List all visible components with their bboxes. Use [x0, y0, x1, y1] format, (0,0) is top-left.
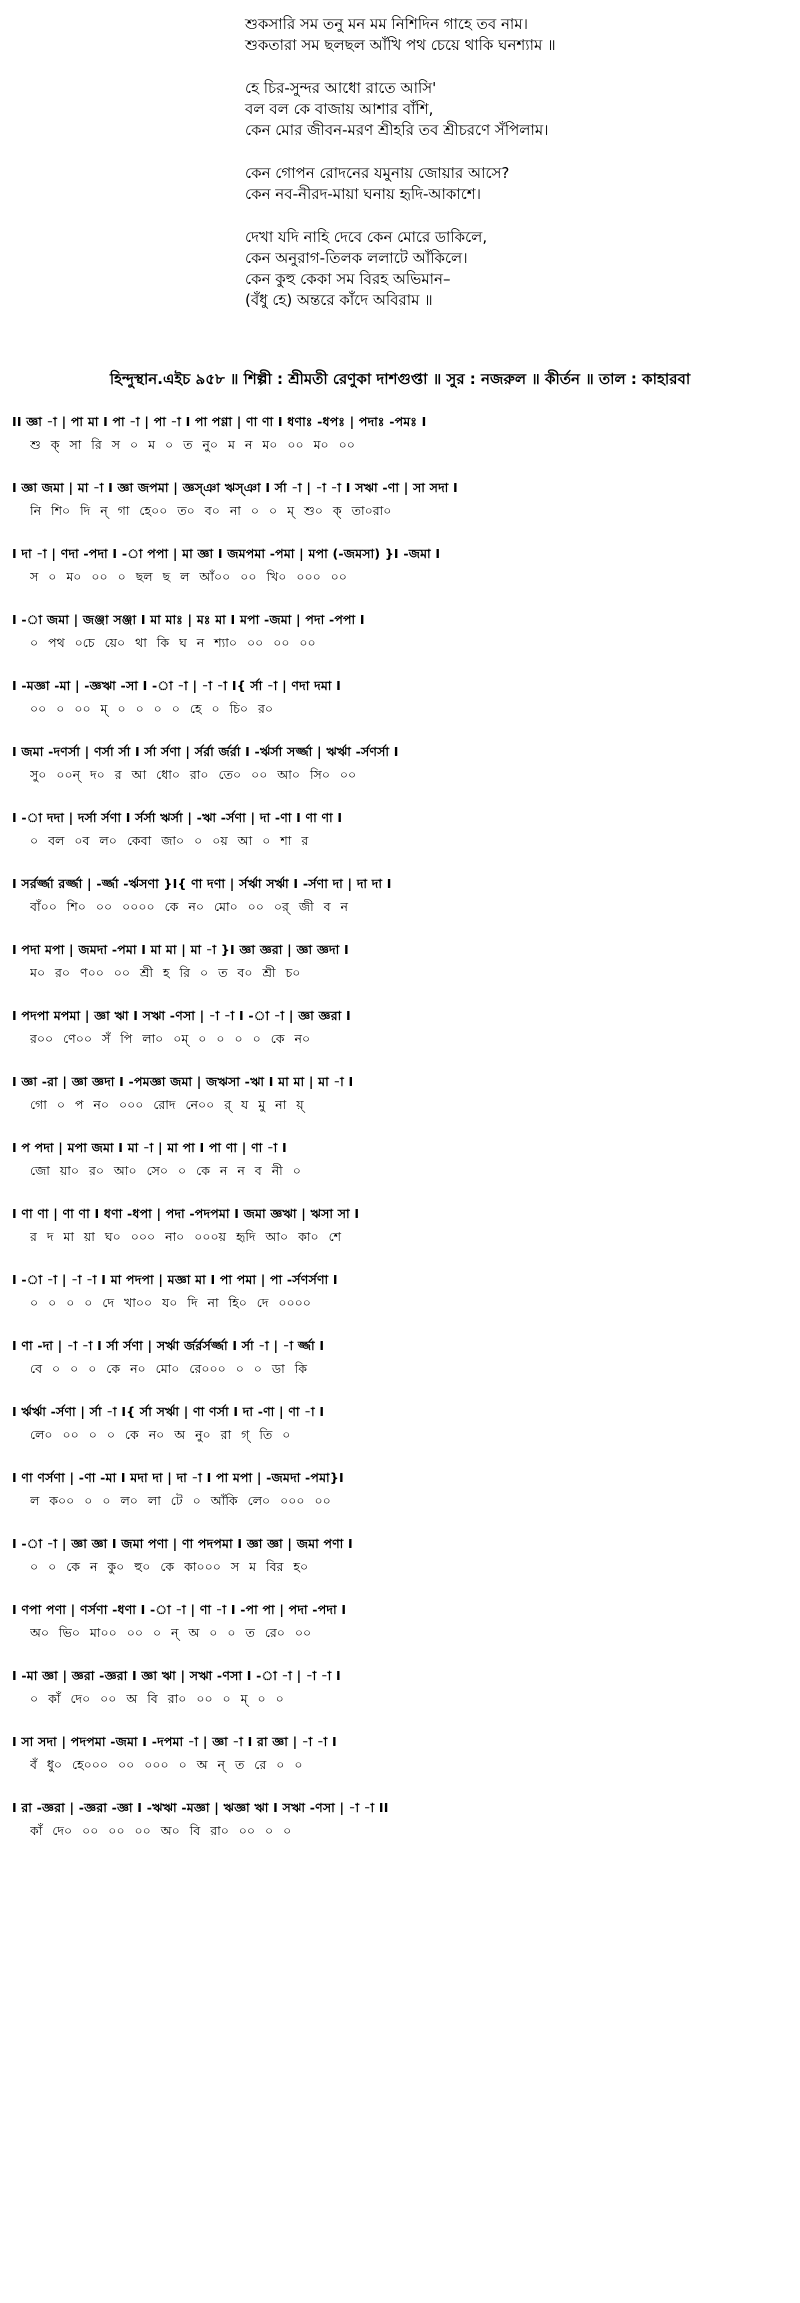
swara-line: I রা -জ্ঞরা | -জ্ঞরা -জ্ঞা I -ঋঋা -মজ্ঞা | ঋজ্ঞা ঋা I সঋা -ণসা | -া -া II	[12, 1800, 389, 1815]
swara-line: I -া -া | জ্ঞা জ্ঞা I জমা পণা | ণা পদপমা I জ্ঞা জ্ঞা | জমা পণা I	[12, 1536, 353, 1551]
syllable-line: জো য়া০ র০ আ০ সে০ ০ কে ন ন ব নী ০	[30, 1163, 301, 1178]
lyric-line: হে চির-সুন্দর আধো রাতে আসি'	[245, 79, 437, 97]
swara-line: II জ্ঞা -া | পা মা I পা -া | পা -া I পা পণ্ণা | ণা ণা I ধণাঃ -ধপঃ | পদাঃ -পমঃ I	[12, 414, 427, 429]
syllable-line: র দ মা য়া ঘ০ ০০০ না০ ০০০য় হৃদি আ০ কা০ শে	[30, 1229, 342, 1244]
lyrics-stanza-1	[245, 14, 785, 56]
swara-line: I ণা ণর্সণা | -ণা -মা I মদা দা | দা -া I পা মপা | -জমদা -পমা}I	[12, 1470, 344, 1485]
swara-line: I প পদা | মপা জমা I মা -া | মা পা I পা ণা | ণা -া I	[12, 1140, 287, 1155]
notation-row	[12, 1204, 788, 1270]
notation-row	[12, 1534, 788, 1600]
syllable-line: কাঁ দে০ ০০ ০০ ০০ অ০ বি রা০ ০০ ০ ০	[30, 1823, 292, 1838]
syllable-line: ০ ০ ০ ০ দে খা০০ য০ দি না হি০ দে ০০০০	[30, 1295, 311, 1310]
syllable-line: লে০ ০০ ০ ০ কে ন০ অ নু০ রা গ্ তি ০	[30, 1427, 291, 1442]
swara-line: I -মজ্ঞা -মা | -জ্ঞঋা -সা I -া -া | -া -া I{ র্সা -া | ণদা দমা I	[12, 678, 342, 693]
notation-row	[12, 1336, 788, 1402]
syllable-line: বে ০ ০ ০ কে ন০ মো০ রে০০০ ০ ০ ডা কি	[30, 1361, 308, 1376]
notation-row	[12, 874, 788, 940]
notation-row	[12, 940, 788, 1006]
syllable-line: স ০ ম০ ০০ ০ ছল ছ ল আঁ০০ ০০ খি০ ০০০ ০০	[30, 569, 347, 584]
notation-row	[12, 1798, 788, 1864]
notation-row	[12, 1138, 788, 1204]
notation-row	[12, 1732, 788, 1798]
lyrics-stanza-2	[245, 78, 785, 141]
swara-line: I জমা -দণর্সা | ণর্সা র্সা I র্সা র্সণা | র্সর্রা র্জর্রা I -র্ঋর্সা সর্জ্জা | ঋর্ঋা -র্সণর্সা I	[12, 744, 399, 759]
swara-line: I ণপা পণা | ণর্সণা -ধণা I -া -া | ণা -া I -পা পা | পদা -পদা I	[12, 1602, 347, 1617]
syllable-line: বাঁ০০ শি০ ০০ ০০০০ কে ন০ মো০ ০০ ০র্ জী ব ন	[30, 899, 349, 914]
swara-line: I ণা ণা | ণা ণা I ধণা -ধপা | পদা -পদপমা I জমা জ্ঞঋা | ঋসা সা I	[12, 1206, 360, 1221]
swara-line: I -া দদা | দর্সা র্সণা I র্সর্সা ঋর্সা | -ঋা -র্সণা | দা -ণা I ণা ণা I	[12, 810, 343, 825]
notation-row	[12, 1666, 788, 1732]
record-info-line: হিন্দুস্থান.এইচ ৯৫৮ ॥ শিল্পী : শ্রীমতী রেণুকা দাশগুপ্তা ॥ সুর : নজরুল ॥ কীর্তন ॥ তাল : কাহারবা	[109, 370, 691, 388]
lyric-line: কেন গোপন রোদনের যমুনায় জোয়ার আসে?	[245, 164, 510, 182]
syllable-line: ০ ০ কে ন কু০ হু০ কে কা০০০ স ম বির হ০	[30, 1559, 309, 1574]
syllable-line: নি শি০ দি ন্ গা হে০০ ত০ ব০ না ০ ০ ম্ শু০ ক্ তা০রা০	[30, 503, 392, 518]
lyric-line: কেন কুহু কেকা সম বিরহ অভিমান–	[245, 270, 451, 288]
notation-row	[12, 412, 788, 478]
syllable-line: ০ কাঁ দে০ ০০ অ বি রা০ ০০ ০ ম্ ০ ০	[30, 1691, 284, 1706]
syllable-line: সু০ ০০ন্ দ০ র আ ধো০ রা০ তে০ ০০ আ০ সি০ ০০	[30, 767, 357, 782]
lyric-line: (বঁধু হে) অন্তরে কাঁদে অবিরাম ॥	[245, 291, 433, 309]
swara-line: I -া জমা | জঞ্জা সঞ্জা I মা মাঃ | মঃ মা I মপা -জমা | পদা -পপা I	[12, 612, 365, 627]
syllable-line: র০০ ণে০০ সঁ পি লা০ ০ম্ ০ ০ ০ ০ কে ন০	[30, 1031, 311, 1046]
lyrics-stanza-3	[245, 163, 785, 205]
notation-row	[12, 544, 788, 610]
notation-row	[12, 478, 788, 544]
syllable-line: গো ০ প ন০ ০০০ রোদ নে০০ র্ য মু না য়্	[30, 1097, 304, 1112]
notation-row	[12, 1270, 788, 1336]
syllable-line: ০ পথ ০চে য়ে০ থা কি ঘ ন শ্যা০ ০০ ০০ ০০	[30, 635, 316, 650]
notation-row	[12, 742, 788, 808]
notation-row	[12, 610, 788, 676]
lyric-line: কেন মোর জীবন-মরণ শ্রীহরি তব শ্রীচরণে সঁপিলাম।	[245, 121, 549, 139]
swara-line: I জ্ঞা -রা | জ্ঞা জ্ঞদা I -পমজ্ঞা জমা | জঋসা -ঋা I মা মা | মা -া I	[12, 1074, 354, 1089]
syllable-line: ০ বল ০ব ল০ কেবা জা০ ০ ০য় আ ০ শা র	[30, 833, 309, 848]
swara-line: I পদপা মপমা | জ্ঞা ঋা I সঋা -ণসা | -া -া I -া -া | জ্ঞা জ্ঞরা I	[12, 1008, 351, 1023]
notation-row	[12, 1600, 788, 1666]
syllable-line: ল ক০০ ০ ০ ল০ লা টে ০ আঁকি লে০ ০০০ ০০	[30, 1493, 331, 1508]
lyrics-stanza-4	[245, 227, 785, 311]
lyric-line: কেন নব-নীরদ-মায়া ঘনায় হৃদি-আকাশে।	[245, 185, 482, 203]
swara-line: I সর্রর্জ্জা রর্জ্জা | -র্জ্জা -র্ঋসণা }I{ ণা দণা | র্সর্ঋা সর্ঋা I -র্সণা দা | দা দা I	[12, 876, 392, 891]
swara-line: I দা -া | ণদা -পদা I -া পপা | মা জ্ঞা I জমপমা -পমা | মপা (-জমসা) }I -জমা I	[12, 546, 441, 561]
notation-row	[12, 1072, 788, 1138]
swara-line: I পদা মপা | জমদা -পমা I মা মা | মা -া }I জ্ঞা জ্ঞরা | জ্ঞা জ্ঞদা I	[12, 942, 349, 957]
swara-line: I জ্ঞা জমা | মা -া I জ্ঞা জপমা | জ্ঞস্ঞা ঋস্ঞা I র্সা -া | -া -া I সঋা -ণা | সা সদা I	[12, 480, 458, 495]
lyric-line: দেখা যদি নাহি দেবে কেন মোরে ডাকিলে,	[245, 228, 488, 246]
swara-line: I র্ঋর্ঋা -র্সণা | র্সা -া I{ র্সা সর্ঋা | ণা ণর্সা I দা -ণা | ণা -া I	[12, 1404, 325, 1419]
lyric-line: বল বল কে বাজায় আশার বাঁশি,	[245, 100, 434, 118]
swara-line: I ণা -দা | -া -া I র্সা র্সণা | সর্ঋা র্জর্রর্সর্জ্জা I র্সা -া | -া র্জ্জা I	[12, 1338, 325, 1353]
notation-row	[12, 676, 788, 742]
syllable-line: ম০ র০ ণ০০ ০০ শ্রী হ রি ০ ত ব০ শ্রী চ০	[30, 965, 301, 980]
syllable-line: অ০ ভি০ মা০০ ০০ ০ ন্ অ ০ ০ ত রে০ ০০	[30, 1625, 312, 1640]
swara-line: I সা সদা | পদপমা -জমা I -দপমা -া | জ্ঞা -া I রা জ্ঞা | -া -া I	[12, 1734, 337, 1749]
notation-row	[12, 1468, 788, 1534]
notation-table	[12, 412, 788, 1864]
swara-line: I -া -া | -া -া I মা পদপা | মজ্ঞা মা I পা পমা | পা -র্সণর্সণা I	[12, 1272, 338, 1287]
lyric-line: শুকতারা সম ছলছল আঁখি পথ চেয়ে থাকি ঘনশ্যাম ॥	[245, 36, 556, 54]
syllable-line: শু ক্ সা রি স ০ ম ০ ত নু০ ম ন ম০ ০০ ম০ ০০	[30, 437, 355, 452]
syllable-line: ০০ ০ ০০ ম্ ০ ০ ০ ০ হে ০ চি০ র০	[30, 701, 274, 716]
notation-row	[12, 808, 788, 874]
lyric-line: শুকসারি সম তনু মন মম নিশিদিন গাহে তব নাম।	[245, 15, 528, 33]
swara-line: I -মা জ্ঞা | জ্ঞরা -জ্ঞরা I জ্ঞা ঋা | সঋা -ণসা I -া -া | -া -া I	[12, 1668, 341, 1683]
notation-row	[12, 1402, 788, 1468]
syllable-line: বঁ ধু০ হে০০০ ০০ ০০০ ০ অ ন্ ত রে ০ ০	[30, 1757, 303, 1772]
lyric-line: কেন অনুরাগ-তিলক ললাটে আঁকিলে।	[245, 249, 468, 267]
notation-row	[12, 1006, 788, 1072]
song-lyrics	[245, 14, 785, 333]
